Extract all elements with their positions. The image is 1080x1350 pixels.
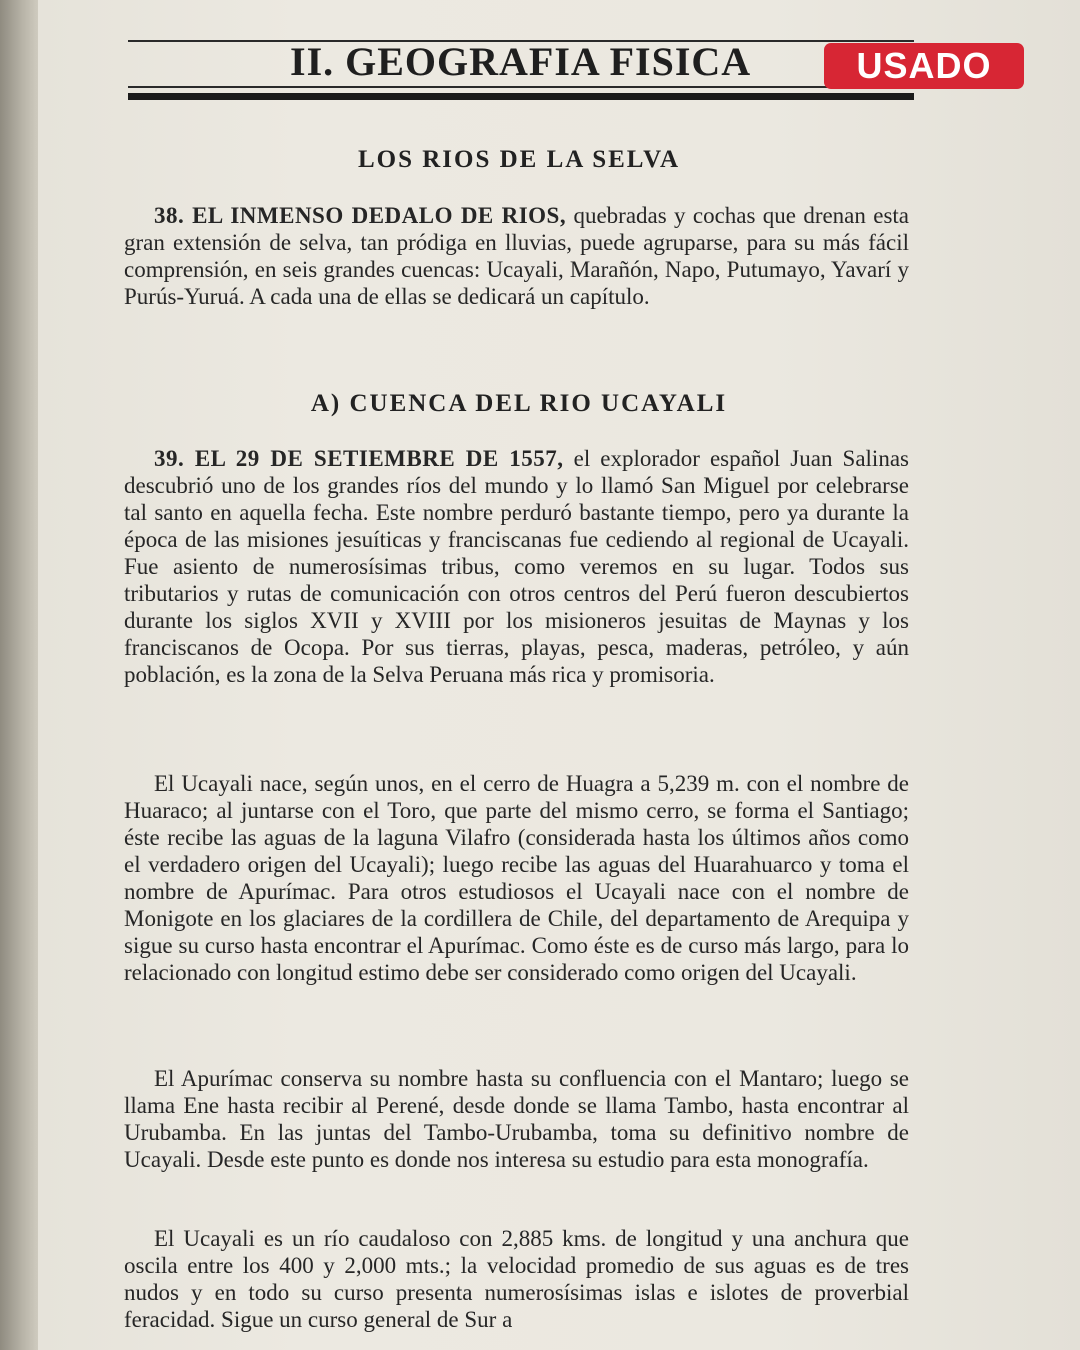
paragraph-39	[124, 445, 909, 688]
used-badge: USADO	[824, 43, 1024, 89]
paragraph-38	[124, 202, 909, 310]
paragraph-ucayali-nace: El Ucayali nace, según unos, en el cerro de Huagra a 5,239 m. con el nombre de Huaraco; al juntarse con el Toro, que parte del mismo cerro, se forma el Santiago; éste recibe las aguas de la laguna Vilafro (considerada hasta los últimos años como el verdadero origen del Ucayali); luego recibe las aguas del Huarahuarco y toma el nombre de Apurímac. Para otros estudiosos el Ucayali nace con el nombre de Monigote en los glaciares de la cordillera de Chile, del departamento de Arequipa y sigue su curso hasta encontrar el Apurímac. Como éste es de curso más largo, para lo relacionado con longitud estimo debe ser considerado como origen del Ucayali.	[124, 771, 909, 985]
section-title-cuenca-ucayali: A) CUENCA DEL RIO UCAYALI	[310, 390, 728, 417]
header-rule-bottom	[128, 93, 914, 100]
paragraph-39-lead: 39. EL 29 DE SETIEMBRE DE 1557,	[154, 446, 564, 471]
paragraph-39-text: el explorador español Juan Salinas descubrió uno de los grandes ríos del mundo y lo llamó San Miguel por celebrarse tal santo en aquella fecha. Este nombre perduró bastante tiempo, pero ya durante la época de las misiones jesuíticas y franciscanas fue cediendo al regional de Ucayali. Fue asiento de numerosísimas tribus, como veremos en su lugar. Todos sus tributarios y rutas de comunicación con otros centros del Perú fueron descubiertos durante los siglos XVII y XVIII por los misioneros jesuitas de Maynas y los franciscanos de Ocopa. Por sus tierras, playas, pesca, maderas, petróleo, y aún población, es la zona de la Selva Peruana más rica y promisoria.	[124, 446, 909, 687]
paragraph-caudaloso: El Ucayali es un río caudaloso con 2,885 kms. de longitud y una anchura que oscila entre los 400 y 2,000 mts.; la velocidad promedio de sus aguas es de tres nudos y en todo su curso presenta numerosísimas islas e islotes de proverbial feracidad. Sigue un curso general de Sur a	[124, 1226, 909, 1332]
paragraph-apurimac: El Apurímac conserva su nombre hasta su confluencia con el Mantaro; luego se llama Ene hasta recibir al Perené, desde donde se llama Tambo, hasta encontrar al Urubamba. En las juntas del Tambo-Urubamba, toma su definitivo nombre de Ucayali. Desde este punto es donde nos interesa su estudio para esta monografía.	[124, 1066, 909, 1172]
section-title-rios-selva: LOS RIOS DE LA SELVA	[357, 146, 681, 173]
header-rule-mid	[128, 86, 914, 88]
book-gutter	[0, 0, 38, 1350]
chapter-title: II. GEOGRAFIA FISICA	[290, 39, 752, 84]
paragraph-38-lead: 38. EL INMENSO DEDALO DE RIOS,	[154, 203, 567, 228]
paragraph-38-text: quebradas y cochas que drenan esta gran extensión de selva, tan pródiga en lluvias, puede agruparse, para su más fácil comprensión, en seis grandes cuencas: Ucayali, Marañón, Napo, Putumayo, Yavarí y Purús-Yuruá. A cada una de ellas se dedicará un capítulo.	[124, 203, 909, 309]
